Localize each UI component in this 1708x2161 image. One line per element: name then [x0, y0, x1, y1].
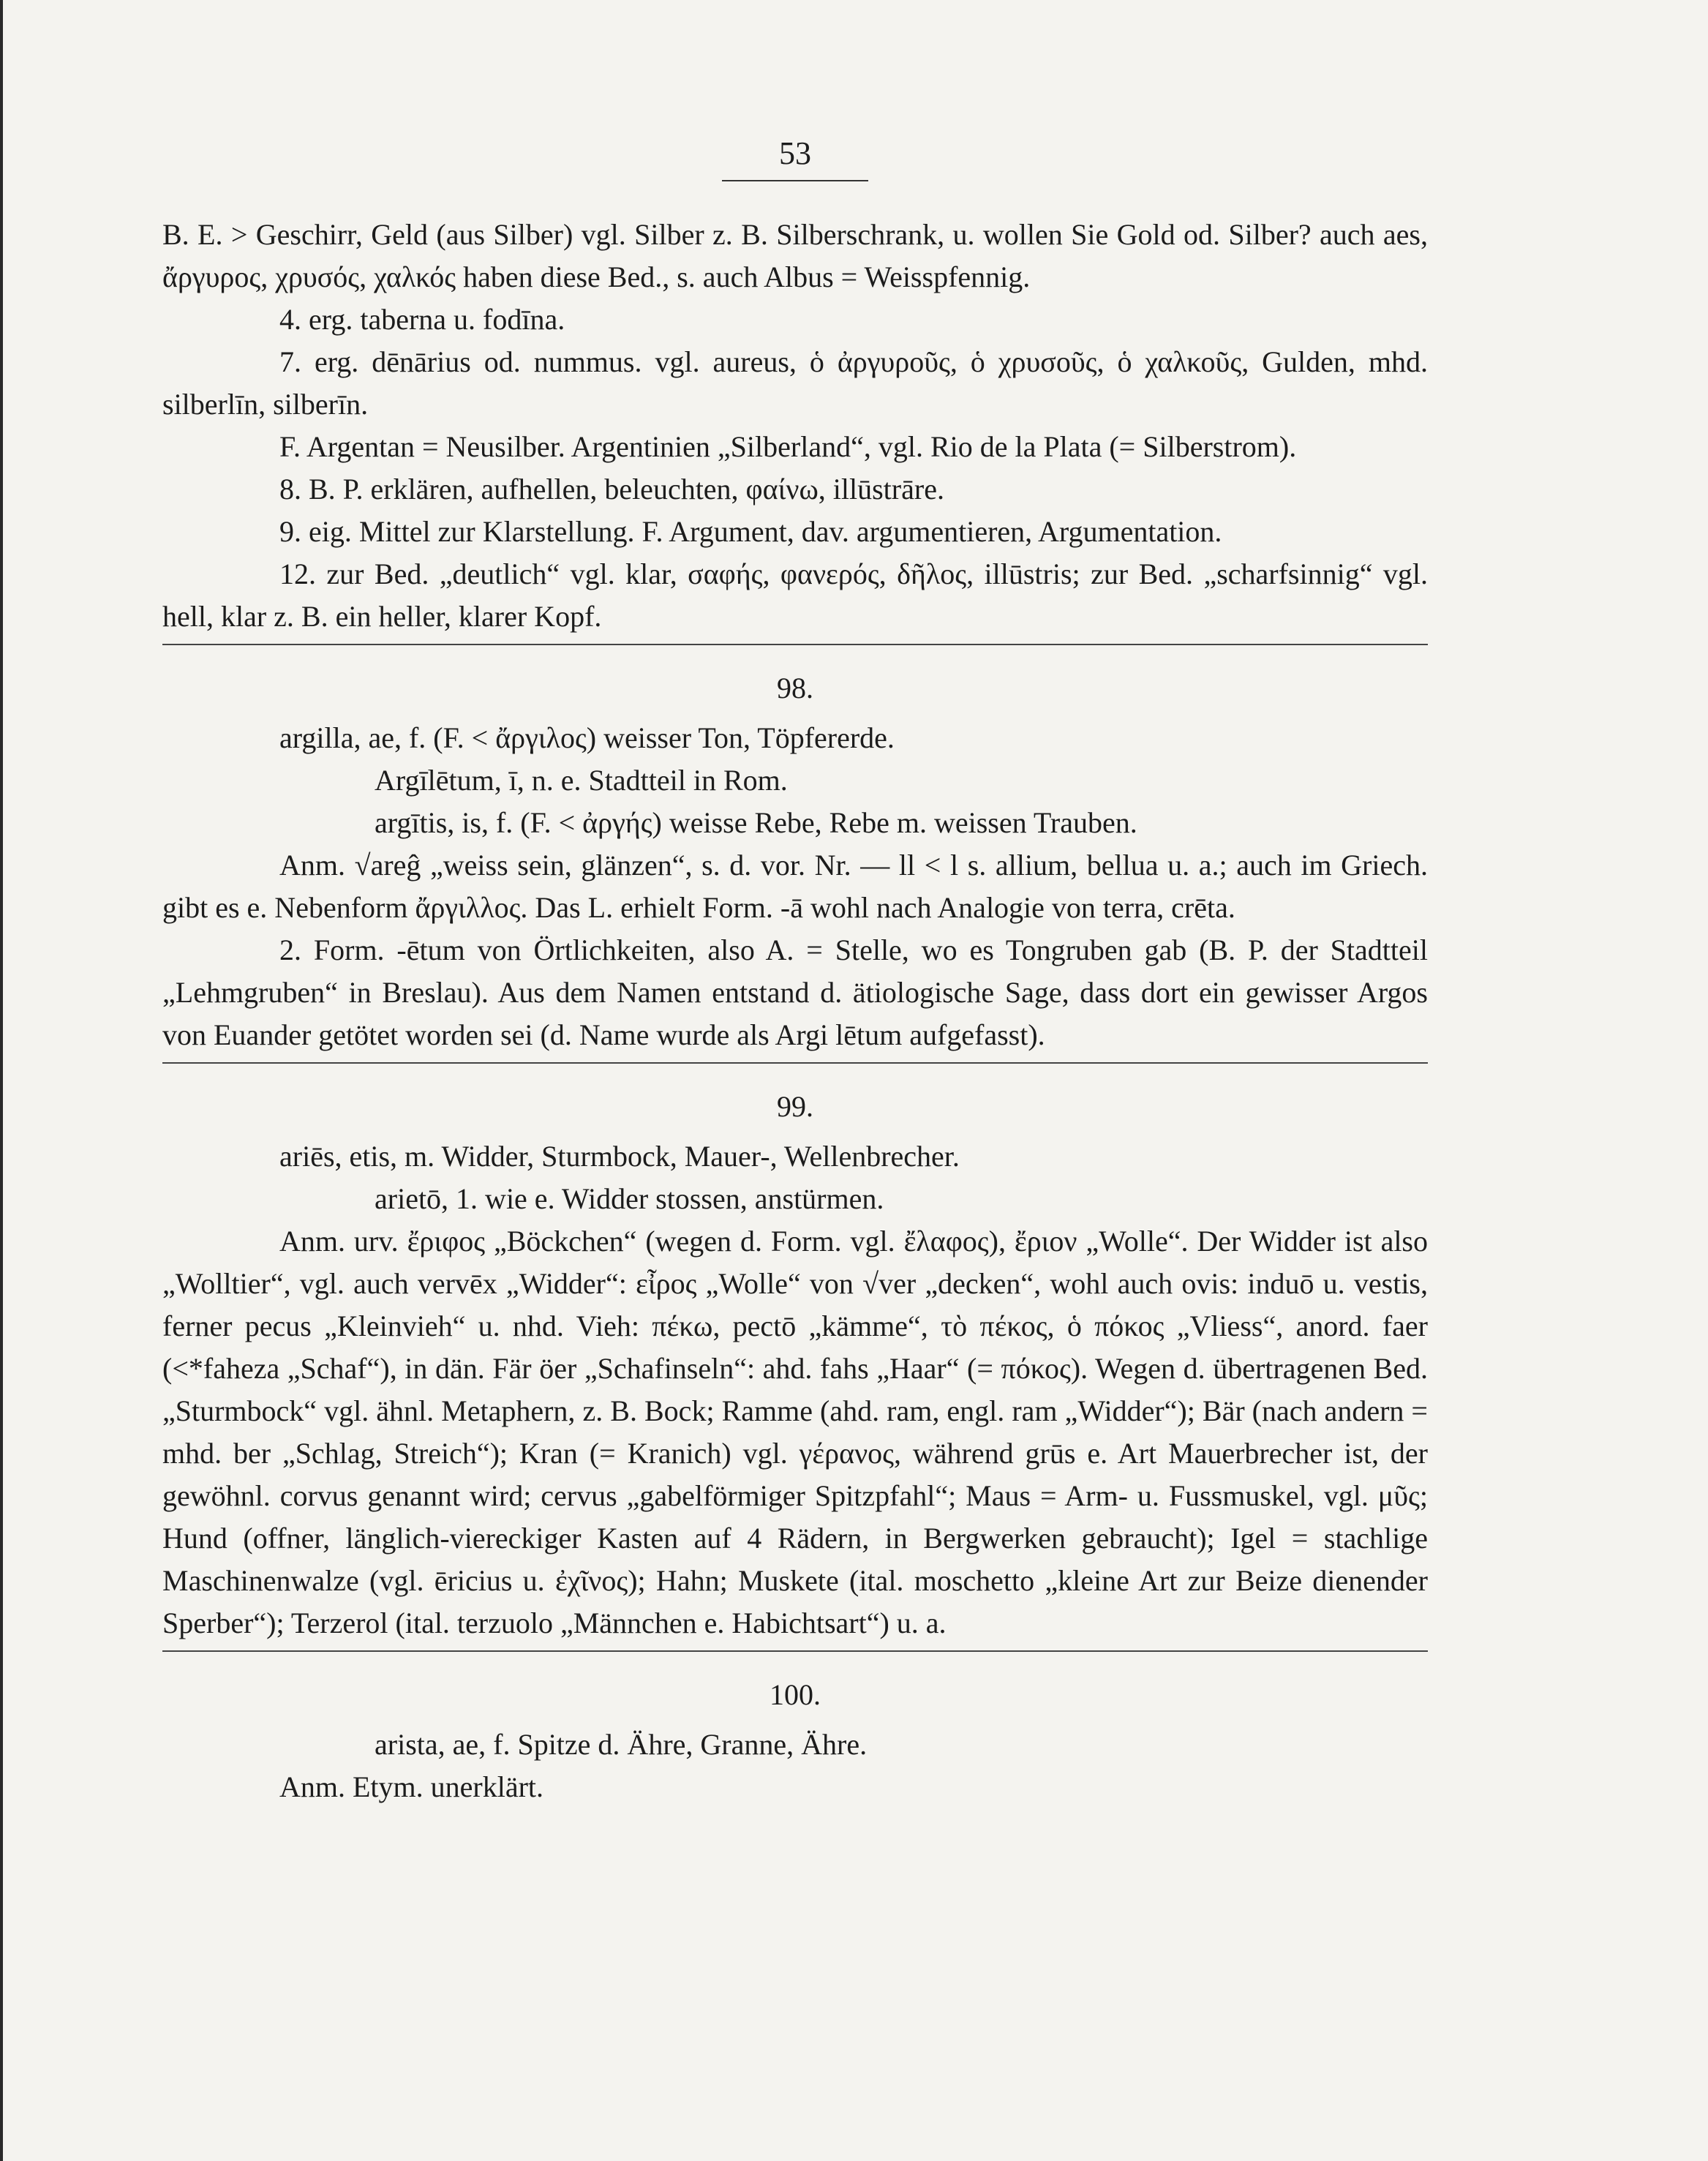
paragraph: 4. erg. taberna u. fodīna. [279, 303, 565, 336]
annotation: Anm. urv. ἔριφος „Böckchen“ (wegen d. Form. vgl. ἔλαφος), ἔριον „Wolle“. Der Widder ist also „Wolltier“, vgl. auch vervēx „Widder“: εἶρος „Wolle“ von √ver „decken“, wohl auch ovis: induō u. vestis, ferner pecus „Kleinvieh“ u. nhd. Vieh: πέκω, pectō „kämme“, τὸ πέκος, ὁ πόκος „Vliess“, anord. faer (<*faheza „Schaf“), in dän. Fär öer „Schafinseln“: ahd. fahs „Haar“ (= πόκος). Wegen d. übertragenen Bed. „Sturmbock“ vgl. ähnl. Metaphern, z. B. Bock; Ramme (ahd. ram, engl. ram „Widder“); Bär (nach andern = mhd. ber „Schlag, Streich“); Kran (= Kranich) vgl. γέρανος, während grūs e. Art Mauerbrecher ist, der gewöhnl. corvus genannt wird; cervus „gabelförmiger Spitzpfahl“; Maus = Arm- u. Fussmuskel, vgl. μῦς; Hund (offner, länglich-viereckiger Kasten auf 4 Rädern, in Bergwerken gebraucht); Igel = stachlige Maschinenwalze (vgl. ēricius u. ἐχῖνος); Hahn; Muskete (ital. moschetto „kleine Art zur Beize dienender Sperber“); Terzerol (ital. terzuolo „Männchen e. Habichtsart“) u. a. [162, 1225, 1428, 1639]
section-98 [162, 667, 1428, 1056]
section-number: 99. [777, 1090, 813, 1123]
section-number: 98. [777, 672, 813, 704]
page-number-rule [722, 180, 868, 181]
annotation: Anm. √areĝ „weiss sein, glänzen“, s. d. vor. Nr. — ll < l s. allium, bellua u. a.; auch im Griech. gibt es e. Nebenform ἄργιλλος. Das L. erhielt Form. -ā wohl nach Analogie von terra, crēta. [162, 849, 1428, 924]
scan-edge [0, 0, 3, 2161]
entry-derivative: Argīlētum, ī, n. e. Stadtteil in Rom. [375, 764, 788, 797]
section-number: 100. [770, 1678, 821, 1711]
document-page [162, 132, 1428, 1813]
entry-headword: arista, ae, f. Spitze d. Ähre, Granne, Ähre. [375, 1728, 868, 1761]
section-divider [162, 644, 1428, 645]
section-divider [162, 1650, 1428, 1652]
entry-headword: ariēs, etis, m. Widder, Sturmbock, Mauer-, Wellenbrecher. [279, 1140, 960, 1173]
page-number: 53 [779, 135, 811, 171]
annotation: Anm. Etym. unerklärt. [279, 1770, 544, 1803]
section-100 [162, 1674, 1428, 1808]
entry-derivative: arietō, 1. wie e. Widder stossen, anstürmen. [375, 1182, 884, 1215]
section-divider [162, 1062, 1428, 1064]
entry-derivative: argītis, is, f. (F. < ἀργής) weisse Rebe, Rebe m. weissen Trauben. [375, 806, 1137, 839]
paragraph: 12. zur Bed. „deutlich“ vgl. klar, σαφής, φανερός, δῆλος, illūstris; zur Bed. „scharfsinnig“ vgl. hell, klar z. B. ein heller, klarer Kopf. [162, 557, 1428, 633]
paragraph: F. Argentan = Neusilber. Argentinien „Silberland“, vgl. Rio de la Plata (= Silberstrom). [279, 430, 1297, 463]
entry-headword: argilla, ae, f. (F. < ἄργιλος) weisser Ton, Töpfererde. [279, 721, 895, 754]
paragraph: 9. eig. Mittel zur Klarstellung. F. Argument, dav. argumentieren, Argumentation. [279, 515, 1222, 548]
paragraph: 7. erg. dēnārius od. nummus. vgl. aureus, ὁ ἀργυροῦς, ὁ χρυσοῦς, ὁ χαλκοῦς, Gulden, mhd. silberlīn, silberīn. [162, 345, 1428, 421]
paragraph: 8. B. P. erklären, aufhellen, beleuchten, φαίνω, illūstrāre. [279, 473, 944, 506]
section-continuation [162, 214, 1428, 638]
section-99 [162, 1086, 1428, 1645]
annotation: 2. Form. -ētum von Örtlichkeiten, also A. = Stelle, wo es Tongruben gab (B. P. der Stadtteil „Lehmgruben“ in Breslau). Aus dem Namen entstand d. ätiologische Sage, dass dort ein gewisser Argos von Euander getötet worden sei (d. Name wurde als Argi lētum aufgefasst). [162, 933, 1428, 1051]
paragraph: B. E. > Geschirr, Geld (aus Silber) vgl. Silber z. B. Silberschrank, u. wollen Sie Gold od. Silber? auch aes, ἄργυρος, χρυσός, χαλκός haben diese Bed., s. auch Albus = Weisspfennig. [162, 218, 1428, 293]
sections-container [162, 214, 1428, 1808]
